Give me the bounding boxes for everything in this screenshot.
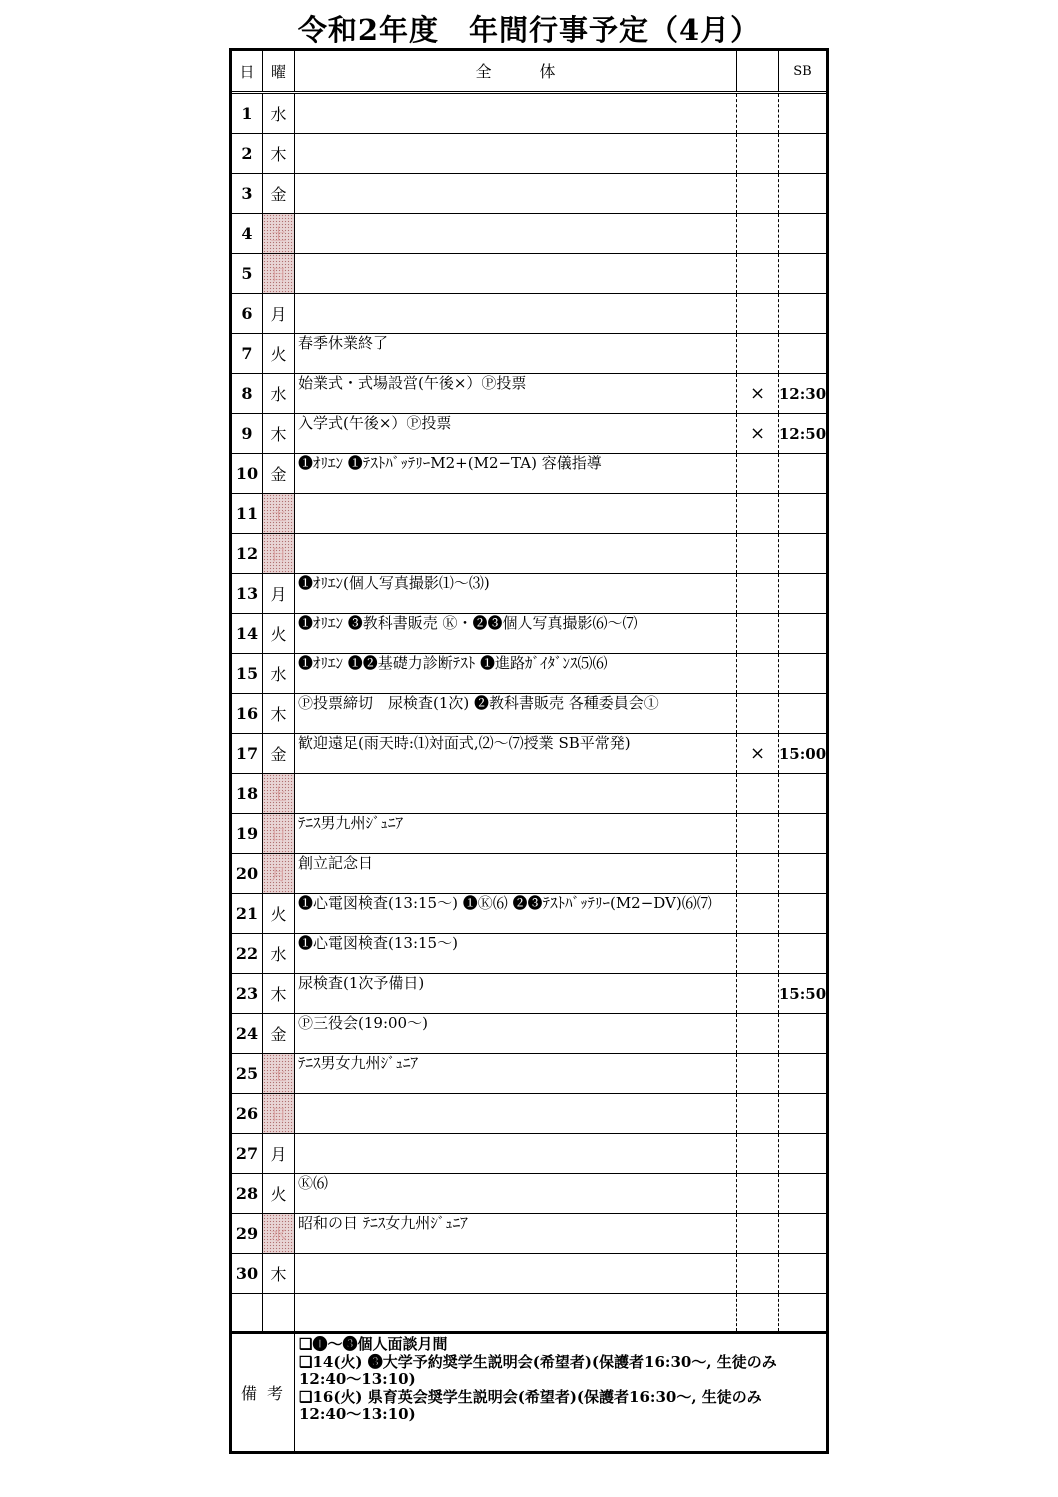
table-row (232, 454, 826, 494)
sb-time-cell: 15:50 (778, 984, 827, 1003)
weekday-cell (263, 1294, 295, 1331)
event-cell (295, 774, 737, 813)
day-cell: 28 (232, 1174, 263, 1213)
event-cell (295, 134, 737, 173)
x-mark-cell: × (737, 414, 779, 453)
sb-time-cell (779, 294, 826, 333)
day-cell: 26 (232, 1094, 263, 1133)
x-mark-cell (737, 574, 779, 613)
table-row (232, 414, 826, 454)
header-x (737, 51, 779, 91)
day-cell: 4 (232, 214, 263, 253)
day-cell: 20 (232, 854, 263, 893)
table-row (232, 334, 826, 374)
weekday-cell: 火 (263, 1174, 295, 1213)
sb-time-cell (779, 1134, 826, 1173)
day-cell: 10 (232, 454, 263, 493)
header-overall: 全 体 (295, 51, 737, 91)
event-cell: ❶ｵﾘｴﾝ ❶ﾃｽﾄﾊﾞｯﾃﾘｰM2+(M2−TA) 容儀指導 (295, 454, 737, 493)
weekday-cell: 土 (263, 774, 295, 813)
event-cell: 始業式・式場設営(午後×）Ⓟ投票 (295, 374, 737, 413)
remarks-label: 備考 (232, 1334, 295, 1451)
sb-time-cell (779, 774, 826, 813)
sb-time-cell (779, 1254, 826, 1293)
x-mark-cell (737, 174, 779, 213)
table-row (232, 174, 826, 214)
day-cell: 2 (232, 134, 263, 173)
table-row (232, 894, 826, 934)
table-row (232, 694, 826, 734)
x-mark-cell: × (737, 734, 779, 773)
day-cell: 6 (232, 294, 263, 333)
header-sb: SB (793, 63, 812, 79)
weekday-cell: 土 (263, 1054, 295, 1093)
table-row (232, 134, 826, 174)
day-cell: 30 (232, 1254, 263, 1293)
event-cell: Ⓚ⑹ (295, 1174, 737, 1213)
event-cell: 春季休業終了 (295, 334, 737, 373)
table-body (232, 94, 826, 1334)
sb-time-cell (779, 1014, 826, 1053)
weekday-cell: 月 (263, 1134, 295, 1173)
weekday-cell: 水 (263, 374, 295, 413)
sb-time-cell (779, 614, 826, 653)
event-cell: ﾃﾆｽ男九州ｼﾞｭﾆｱ (295, 814, 737, 853)
x-mark-cell (737, 774, 779, 813)
sb-time-cell (779, 814, 826, 853)
x-mark-cell (737, 494, 779, 533)
x-mark-cell (737, 1134, 779, 1173)
weekday-cell: 金 (263, 1014, 295, 1053)
sb-time-cell (779, 494, 826, 533)
day-cell: 15 (232, 654, 263, 693)
event-cell: ❶心電図検査(13:15〜) (295, 934, 737, 973)
day-cell: 14 (232, 614, 263, 653)
event-cell: ﾃﾆｽ男女九州ｼﾞｭﾆｱ (295, 1054, 737, 1093)
sb-time-cell: 12:50 (778, 424, 827, 443)
table-row (232, 974, 826, 1014)
x-mark-cell (737, 934, 779, 973)
sb-time-cell (779, 574, 826, 613)
event-cell: 昭和の日 ﾃﾆｽ女九州ｼﾞｭﾆｱ (295, 1214, 737, 1253)
sb-time-cell (779, 1294, 826, 1331)
day-cell: 3 (232, 174, 263, 213)
weekday-cell: 木 (263, 974, 295, 1013)
x-mark-cell (737, 614, 779, 653)
weekday-cell: 日 (263, 814, 295, 853)
table-row (232, 294, 826, 334)
table-row (232, 614, 826, 654)
table-row (232, 534, 826, 574)
x-mark-cell: × (737, 374, 779, 413)
event-cell (295, 174, 737, 213)
table-row (232, 1014, 826, 1054)
sb-time-cell (779, 254, 826, 293)
table-row (232, 254, 826, 294)
sb-time-cell (779, 854, 826, 893)
day-cell: 1 (232, 94, 263, 133)
remarks-line: ❑16(火) 県育英会奨学生説明会(希望者)(保護者16:30〜, 生徒のみ12:40〜13:10) (299, 1387, 762, 1423)
weekday-cell: 日 (263, 1094, 295, 1133)
table-row (232, 94, 826, 134)
x-mark-cell (737, 814, 779, 853)
event-cell: Ⓟ三役会(19:00〜) (295, 1014, 737, 1053)
event-cell: 創立記念日 (295, 854, 737, 893)
x-mark-cell (737, 214, 779, 253)
weekday-cell: 木 (263, 1254, 295, 1293)
day-cell: 22 (232, 934, 263, 973)
weekday-cell: 水 (263, 934, 295, 973)
table-row (232, 934, 826, 974)
day-cell: 18 (232, 774, 263, 813)
event-cell: 歓迎遠足(雨天時:⑴対面式,⑵〜⑺授業 SB平常発) (295, 734, 737, 773)
x-mark-cell (737, 1294, 779, 1331)
sb-time-cell (779, 694, 826, 733)
sb-time-cell (779, 334, 826, 373)
weekday-cell: 火 (263, 894, 295, 933)
sb-time-cell (779, 1094, 826, 1133)
event-cell: 尿検査(1次予備日) (295, 974, 737, 1013)
x-mark-cell (737, 694, 779, 733)
x-mark-cell (737, 534, 779, 573)
x-mark-cell (737, 1214, 779, 1253)
day-cell: 17 (232, 734, 263, 773)
remarks-section (232, 1334, 826, 1451)
header-day: 日 (232, 51, 263, 91)
weekday-cell: 木 (263, 414, 295, 453)
event-cell (295, 94, 737, 133)
x-mark-cell (737, 854, 779, 893)
event-cell: ❶ｵﾘｴﾝ ❸教科書販売 Ⓚ・❷❸個人写真撮影⑹〜⑺ (295, 614, 737, 653)
remarks-line: ❑14(火) ❸大学予約奨学生説明会(希望者)(保護者16:30〜, 生徒のみ12:40〜13:10) (299, 1352, 777, 1388)
weekday-cell: 金 (263, 454, 295, 493)
day-cell: 27 (232, 1134, 263, 1173)
sb-time-cell (779, 174, 826, 213)
table-row (232, 494, 826, 534)
table-row (232, 1054, 826, 1094)
day-cell: 16 (232, 694, 263, 733)
weekday-cell: 木 (263, 694, 295, 733)
table-row (232, 1134, 826, 1174)
table-row (232, 374, 826, 414)
event-cell (295, 1134, 737, 1173)
x-mark-cell (737, 254, 779, 293)
table-row (232, 854, 826, 894)
weekday-cell: 水 (263, 654, 295, 693)
event-cell (295, 1094, 737, 1133)
event-cell: ❶ｵﾘｴﾝ ❶❷基礎力診断ﾃｽﾄ ❶進路ｶﾞｲﾀﾞﾝｽ⑸⑹ (295, 654, 737, 693)
header-weekday: 曜 (263, 51, 295, 91)
sb-time-cell (779, 1214, 826, 1253)
x-mark-cell (737, 1094, 779, 1133)
table-row (232, 1094, 826, 1134)
sb-time-cell (779, 1174, 826, 1213)
day-cell: 11 (232, 494, 263, 533)
schedule-table (229, 48, 829, 1454)
sb-time-cell (779, 1054, 826, 1093)
event-cell (295, 534, 737, 573)
table-row (232, 1254, 826, 1294)
weekday-cell: 月 (263, 574, 295, 613)
x-mark-cell (737, 294, 779, 333)
x-mark-cell (737, 654, 779, 693)
event-cell (295, 214, 737, 253)
event-cell (295, 254, 737, 293)
remarks-line: ❑❶〜❸個人面談月間 (299, 1335, 448, 1353)
sb-time-cell: 12:30 (778, 384, 827, 403)
x-mark-cell (737, 1254, 779, 1293)
sb-time-cell (779, 214, 826, 253)
sb-time-cell (779, 934, 826, 973)
weekday-cell: 月 (263, 854, 295, 893)
weekday-cell: 水 (263, 1214, 295, 1253)
day-cell: 19 (232, 814, 263, 853)
weekday-cell: 木 (263, 134, 295, 173)
table-row (232, 1214, 826, 1254)
weekday-cell: 土 (263, 494, 295, 533)
x-mark-cell (737, 974, 779, 1013)
table-row (232, 774, 826, 814)
day-cell: 24 (232, 1014, 263, 1053)
sb-time-cell (779, 534, 826, 573)
x-mark-cell (737, 454, 779, 493)
table-row (232, 734, 826, 774)
weekday-cell: 金 (263, 174, 295, 213)
remarks-text (295, 1334, 826, 1451)
table-row (232, 654, 826, 694)
sb-time-cell (779, 94, 826, 133)
weekday-cell: 月 (263, 294, 295, 333)
event-cell: Ⓟ投票締切 尿検査(1次) ❷教科書販売 各種委員会① (295, 694, 737, 733)
x-mark-cell (737, 94, 779, 133)
table-row (232, 574, 826, 614)
sb-time-cell (779, 654, 826, 693)
page-title: 令和2年度 年間行事予定（4月） (297, 13, 761, 47)
x-mark-cell (737, 1054, 779, 1093)
day-cell: 8 (232, 374, 263, 413)
day-cell: 21 (232, 894, 263, 933)
day-cell: 5 (232, 254, 263, 293)
weekday-cell: 火 (263, 334, 295, 373)
table-row (232, 1294, 826, 1334)
x-mark-cell (737, 1174, 779, 1213)
weekday-cell: 土 (263, 214, 295, 253)
sb-time-cell: 15:00 (778, 744, 827, 763)
day-cell: 23 (232, 974, 263, 1013)
weekday-cell: 金 (263, 734, 295, 773)
event-cell: ❶ｵﾘｴﾝ(個人写真撮影⑴〜⑶) (295, 574, 737, 613)
day-cell: 25 (232, 1054, 263, 1093)
weekday-cell: 日 (263, 254, 295, 293)
day-cell: 13 (232, 574, 263, 613)
day-cell: 9 (232, 414, 263, 453)
day-cell: 7 (232, 334, 263, 373)
table-row (232, 214, 826, 254)
event-cell (295, 1254, 737, 1293)
event-cell: ❶心電図検査(13:15〜) ❶Ⓚ⑹ ❷❸ﾃｽﾄﾊﾞｯﾃﾘｰ(M2−DV)⑹⑺ (295, 894, 737, 933)
event-cell (295, 294, 737, 333)
sb-time-cell (779, 134, 826, 173)
weekday-cell: 水 (263, 94, 295, 133)
sb-time-cell (779, 894, 826, 933)
sb-time-cell (779, 454, 826, 493)
weekday-cell: 日 (263, 534, 295, 573)
event-cell (295, 494, 737, 533)
table-row (232, 1174, 826, 1214)
x-mark-cell (737, 334, 779, 373)
event-cell (295, 1294, 737, 1331)
weekday-cell: 火 (263, 614, 295, 653)
day-cell: 12 (232, 534, 263, 573)
event-cell: 入学式(午後×）Ⓟ投票 (295, 414, 737, 453)
x-mark-cell (737, 134, 779, 173)
table-row (232, 814, 826, 854)
table-header (232, 51, 826, 94)
day-cell (232, 1294, 263, 1331)
day-cell: 29 (232, 1214, 263, 1253)
x-mark-cell (737, 894, 779, 933)
x-mark-cell (737, 1014, 779, 1053)
